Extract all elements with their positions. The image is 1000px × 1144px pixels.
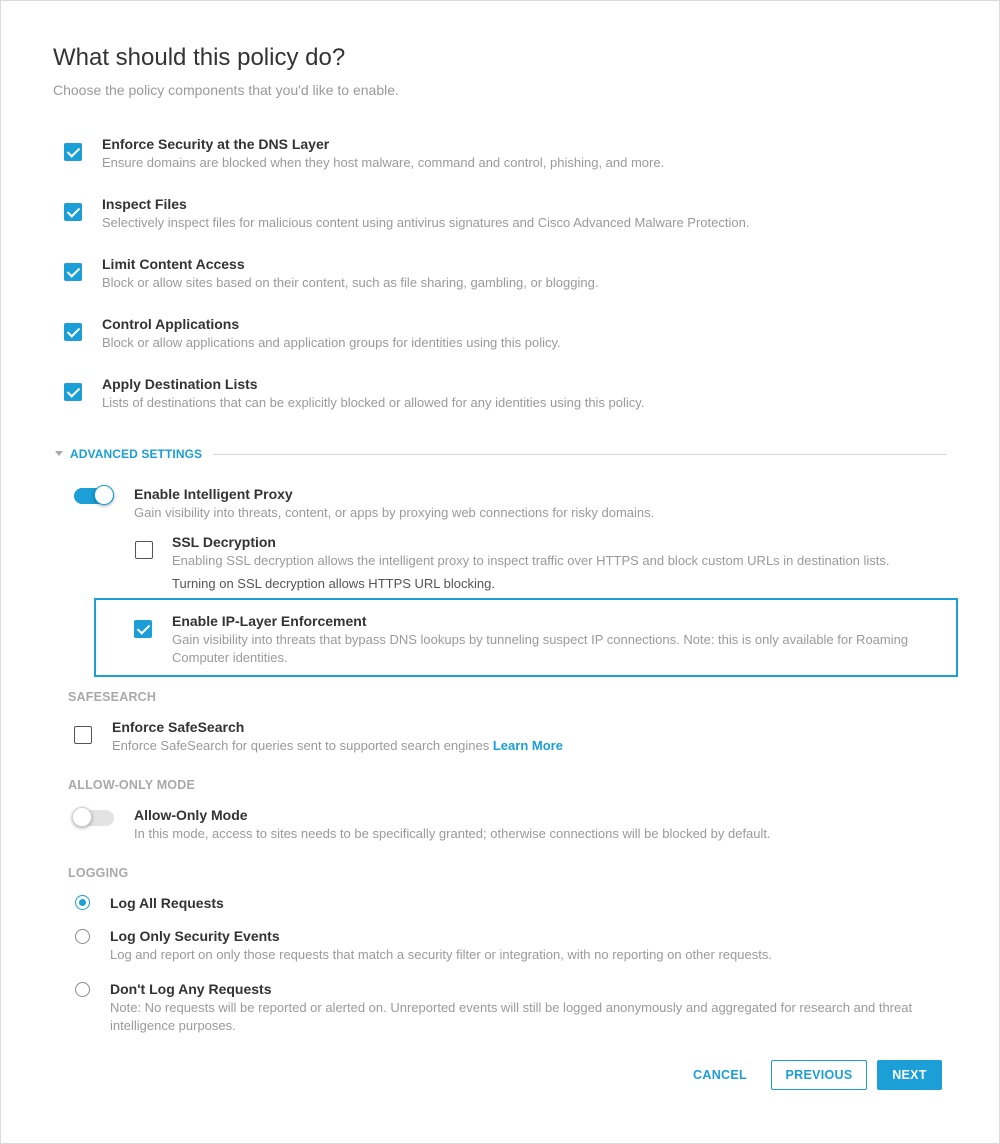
safesearch-checkbox[interactable]	[74, 726, 92, 744]
log-none-label: Don't Log Any Requests	[110, 981, 272, 997]
page-title: What should this policy do?	[53, 44, 346, 71]
logging-header: LOGGING	[68, 866, 129, 880]
allow-only-header: ALLOW-ONLY MODE	[68, 778, 196, 792]
dns-checkbox[interactable]	[64, 143, 82, 161]
ip-layer-checkbox[interactable]	[134, 620, 152, 638]
control-apps-label: Control Applications	[102, 316, 240, 332]
log-security-description: Log and report on only those requests that match a security filter or integration, with no reporting on other requests.	[110, 947, 772, 962]
ssl-decryption-checkbox[interactable]	[135, 541, 153, 559]
safesearch-description-text: Enforce SafeSearch for queries sent to supported search engines	[112, 738, 490, 753]
ip-layer-description: Gain visibility into threats that bypass DNS lookups by tunneling suspect IP connections. Note: this is only available for Roaming Computer identities.	[172, 632, 909, 665]
safesearch-header: SAFESEARCH	[68, 690, 157, 704]
control-apps-description: Block or allow applications and application groups for identities using this policy.	[102, 335, 561, 350]
content-access-checkbox[interactable]	[64, 263, 82, 281]
page-subtitle: Choose the policy components that you'd like to enable.	[53, 82, 399, 98]
content-access-description: Block or allow sites based on their content, such as file sharing, gambling, or blogging.	[102, 275, 599, 290]
ssl-decryption-description: Enabling SSL decryption allows the intelligent proxy to inspect traffic over HTTPS and block custom URLs in destination lists.	[172, 553, 890, 568]
log-none-radio[interactable]	[75, 982, 90, 997]
chevron-down-icon[interactable]	[55, 451, 63, 456]
next-button[interactable]: NEXT	[877, 1060, 942, 1090]
dns-description: Ensure domains are blocked when they host malware, command and control, phishing, and more.	[102, 155, 665, 170]
safesearch-description	[112, 738, 563, 753]
intelligent-proxy-label: Enable Intelligent Proxy	[134, 486, 293, 502]
destination-lists-description: Lists of destinations that can be explicitly blocked or allowed for any identities using this policy.	[102, 395, 645, 410]
content-access-label: Limit Content Access	[102, 256, 245, 272]
ssl-decryption-note: Turning on SSL decryption allows HTTPS URL blocking.	[172, 576, 495, 591]
destination-lists-label: Apply Destination Lists	[102, 376, 258, 392]
log-none-description: Note: No requests will be reported or alerted on. Unreported events will still be logged anonymously and aggregated for research and threat intelligence purposes.	[110, 1000, 913, 1033]
inspect-files-checkbox[interactable]	[64, 203, 82, 221]
destination-lists-checkbox[interactable]	[64, 383, 82, 401]
control-apps-checkbox[interactable]	[64, 323, 82, 341]
dns-label: Enforce Security at the DNS Layer	[102, 136, 330, 152]
inspect-files-label: Inspect Files	[102, 196, 187, 212]
cancel-button[interactable]: CANCEL	[693, 1068, 747, 1082]
allow-only-description: In this mode, access to sites needs to be specifically granted; otherwise connections will be blocked by default.	[134, 826, 771, 841]
previous-button[interactable]: PREVIOUS	[771, 1060, 867, 1090]
advanced-settings-toggle[interactable]: ADVANCED SETTINGS	[70, 447, 203, 461]
log-security-radio[interactable]	[75, 929, 90, 944]
ip-layer-label: Enable IP-Layer Enforcement	[172, 613, 367, 629]
intelligent-proxy-description: Gain visibility into threats, content, or apps by proxying web connections for risky domains.	[134, 505, 655, 520]
ssl-decryption-label: SSL Decryption	[172, 534, 276, 550]
allow-only-toggle[interactable]	[74, 810, 114, 826]
log-all-label: Log All Requests	[110, 895, 224, 911]
inspect-files-description: Selectively inspect files for malicious content using antivirus signatures and Cisco Advanced Malware Protection.	[102, 215, 750, 230]
log-all-radio[interactable]	[75, 895, 90, 910]
toggle-knob	[72, 807, 92, 827]
safesearch-label: Enforce SafeSearch	[112, 719, 245, 735]
log-security-label: Log Only Security Events	[110, 928, 280, 944]
toggle-knob	[94, 485, 114, 505]
learn-more-link[interactable]: Learn More	[492, 738, 563, 753]
intelligent-proxy-toggle[interactable]	[74, 488, 114, 504]
divider	[213, 454, 947, 455]
allow-only-label: Allow-Only Mode	[134, 807, 248, 823]
